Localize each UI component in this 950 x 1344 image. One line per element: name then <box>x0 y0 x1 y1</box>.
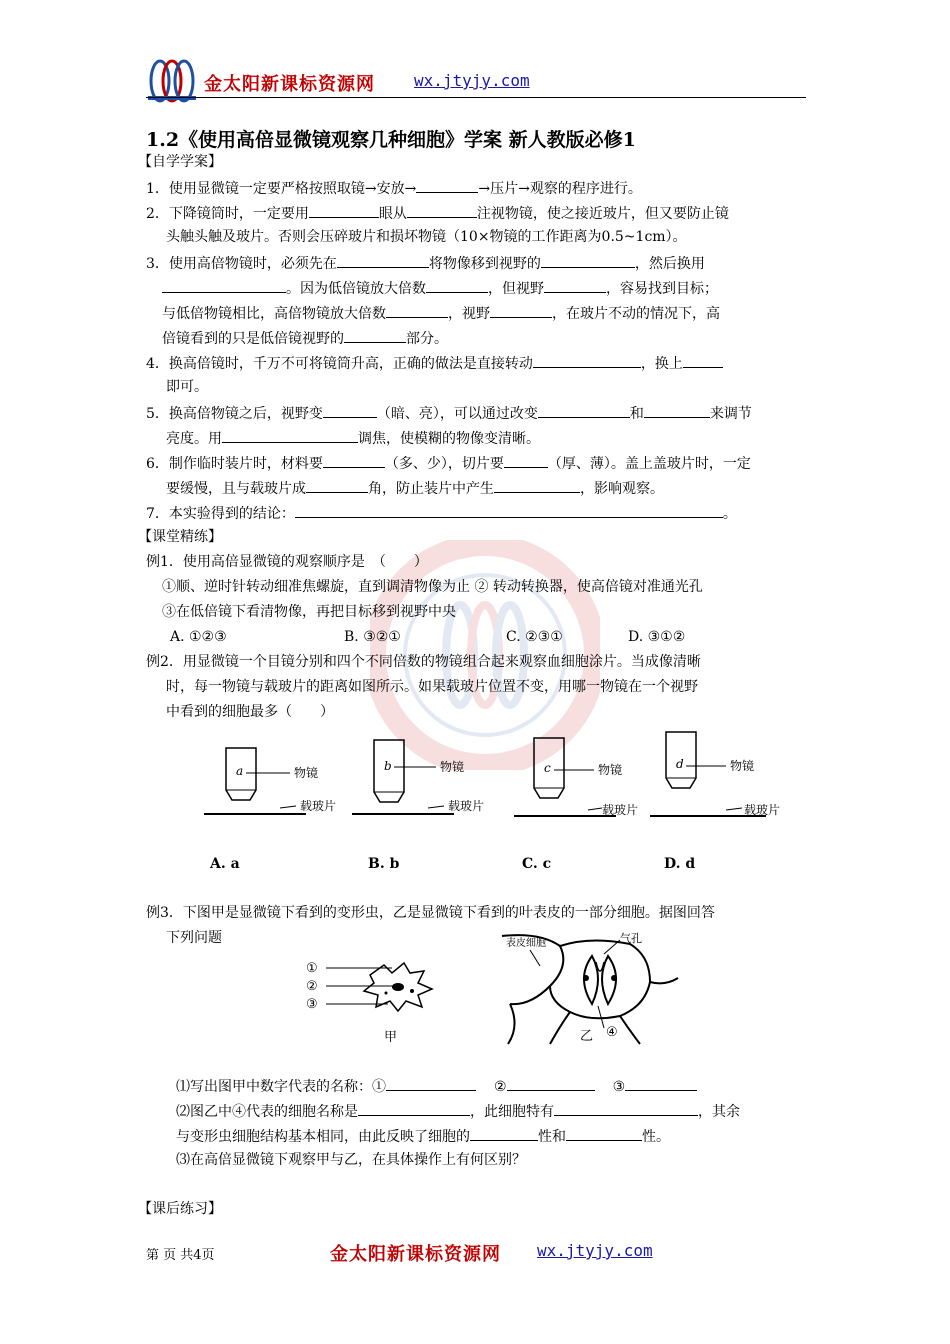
blank[interactable] <box>504 453 548 468</box>
example-1-stem: 例1．使用高倍显微镜的观察顺序是 （ ） <box>146 554 428 570</box>
svg-text:d: d <box>676 757 684 771</box>
question-1: 1．使用显微镜一定要严格按照取镜→安放→ →压片→观察的程序进行。 <box>146 178 642 198</box>
svg-text:物镜: 物镜 <box>294 766 319 780</box>
section-class-practice: 【课堂精练】 <box>138 529 222 545</box>
question-5: 5．换高倍物镜之后，视野变 （暗、亮），可以通过改变 和 来调节 <box>146 403 752 423</box>
footer-url-link[interactable]: wx.jtyjy.com <box>537 1241 653 1260</box>
blank[interactable] <box>309 203 379 218</box>
svg-text:②: ② <box>306 979 318 994</box>
svg-text:C. c: C. c <box>522 856 552 872</box>
svg-text:物镜: 物镜 <box>598 763 623 777</box>
example-1-choice-b: B. ③②① <box>344 629 401 645</box>
question-5-cont: 亮度。用 调焦，使模糊的物像变清晰。 <box>166 428 540 448</box>
header-divider <box>146 97 806 98</box>
blank[interactable] <box>538 403 630 418</box>
svg-text:c: c <box>544 761 551 775</box>
svg-text:载玻片: 载玻片 <box>300 799 337 813</box>
blank[interactable] <box>494 478 580 493</box>
blank[interactable] <box>222 428 358 443</box>
svg-text:b: b <box>384 759 392 773</box>
page-title: 1.2《使用高倍显微镜观察几种细胞》学案 新人教版必修1 <box>146 129 636 151</box>
amoeba-figure <box>300 955 450 1050</box>
blank[interactable] <box>507 1076 595 1091</box>
example-3-sub-2: ⑵图乙中④代表的细胞名称是 ，此细胞特有 ，其余 <box>176 1101 740 1121</box>
svg-text:载玻片: 载玻片 <box>744 803 781 817</box>
svg-text:物镜: 物镜 <box>440 760 465 774</box>
blank[interactable] <box>337 253 429 268</box>
svg-text:甲: 甲 <box>384 1030 398 1045</box>
question-3-cont2: 与低倍物镜相比，高倍物镜放大倍数 ，视野 ，在玻片不动的情况下，高 <box>162 303 720 323</box>
blank[interactable] <box>416 178 478 193</box>
question-6-cont: 要缓慢，且与载玻片成 角，防止装片中产生 ，影响观察。 <box>166 478 664 498</box>
svg-text:③: ③ <box>306 997 318 1012</box>
blank[interactable] <box>344 328 406 343</box>
footer-site-name: 金太阳新课标资源网 <box>330 1244 501 1265</box>
example-2-line-1: 例2．用显微镜一个目镜分别和四个不同倍数的物镜组合起来观察血细胞涂片。当成像清晰 <box>146 654 701 670</box>
header-site-name: 金太阳新课标资源网 <box>204 74 375 95</box>
question-6: 6．制作临时装片时，材料要 （多、少），切片要 （厚、薄）。盖上盖玻片时，一定 <box>146 453 751 473</box>
example-3-sub-1: ⑴写出图甲中数字代表的名称：① ② ③ <box>176 1076 697 1096</box>
svg-text:④: ④ <box>606 1025 618 1040</box>
question-4-cont: 即可。 <box>166 379 208 395</box>
blank[interactable] <box>644 403 710 418</box>
blank[interactable] <box>533 353 641 368</box>
example-2-line-2: 时，每一物镜与载玻片的距离如图所示。如果载玻片位置不变，用哪一物镜在一个视野 <box>166 679 698 695</box>
blank[interactable] <box>323 403 377 418</box>
objective-lens-figure <box>196 730 786 880</box>
header-url-link[interactable]: wx.jtyjy.com <box>414 71 530 90</box>
blank[interactable] <box>490 303 552 318</box>
svg-text:乙: 乙 <box>580 1029 594 1044</box>
blank[interactable] <box>386 303 448 318</box>
footer-page-number: 第 页 共4页 <box>146 1248 215 1263</box>
blank[interactable] <box>358 1101 470 1116</box>
question-2-cont: 头触头触及玻片。否则会压碎玻片和损坏物镜（10×物镜的工作距离为0.5~1cm）。 <box>166 229 687 245</box>
section-after-class: 【课后练习】 <box>138 1201 222 1217</box>
example-1-choice-a: A. ①②③ <box>170 629 227 645</box>
example-1-options-2: ③在低倍镜下看清物像，再把目标移到视野中央 <box>162 604 456 620</box>
svg-text:A. a: A. a <box>210 856 240 872</box>
section-self-study: 【自学学案】 <box>138 154 222 170</box>
example-3-sub-3: ⑶在高倍显微镜下观察甲与乙，在具体操作上有何区别？ <box>176 1152 526 1168</box>
blank[interactable] <box>625 1076 697 1091</box>
objective-b <box>352 740 484 872</box>
blank[interactable] <box>470 1126 538 1141</box>
blank[interactable] <box>306 478 368 493</box>
example-1-choice-c: C. ②③① <box>506 629 563 645</box>
blank[interactable] <box>323 453 385 468</box>
blank[interactable] <box>683 353 723 368</box>
svg-text:D. d: D. d <box>664 856 696 872</box>
blank[interactable] <box>426 278 488 293</box>
example-3-line-2: 下列问题 <box>166 930 222 946</box>
blank[interactable] <box>566 1126 642 1141</box>
question-2: 2．下降镜筒时，一定要用 眼从 注视物镜，使之接近玻片，但又要防止镜 <box>146 203 729 223</box>
svg-text:B. b: B. b <box>368 856 400 872</box>
example-3-sub-2-cont: 与变形虫细胞结构基本相同，由此反映了细胞的 性和 性。 <box>176 1126 670 1146</box>
svg-text:表皮细胞: 表皮细胞 <box>506 938 546 949</box>
svg-text:载玻片: 载玻片 <box>602 803 639 817</box>
example-1-options-1: ①顺、逆时针转动细准焦螺旋，直到调清物像为止 ② 转动转换器，使高倍镜对准通光孔 <box>162 579 703 595</box>
question-7: 7．本实验得到的结论： 。 <box>146 503 737 523</box>
example-3-line-1: 例3．下图甲是显微镜下看到的变形虫，乙是显微镜下看到的叶表皮的一部分细胞。据图回答 <box>146 905 715 921</box>
blank[interactable] <box>162 278 286 293</box>
blank[interactable] <box>544 278 606 293</box>
question-3: 3．使用高倍物镜时，必须先在 将物像移到视野的 ，然后换用 <box>146 253 705 273</box>
svg-text:物镜: 物镜 <box>730 759 755 773</box>
objective-a <box>204 748 336 872</box>
objective-d <box>650 732 780 872</box>
blank[interactable] <box>386 1076 476 1091</box>
svg-text:气孔: 气孔 <box>620 932 642 945</box>
blank[interactable] <box>407 203 477 218</box>
question-3-cont3: 倍镜看到的只是低倍镜视野的 部分。 <box>162 328 448 348</box>
objective-c <box>514 738 638 872</box>
question-3-cont1: 。因为低倍镜放大倍数 ，但视野 ，容易找到目标； <box>162 278 718 298</box>
question-4: 4．换高倍镜时，千万不可将镜筒升高，正确的做法是直接转动 ，换上 <box>146 353 723 373</box>
svg-text:载玻片: 载玻片 <box>448 799 485 813</box>
svg-text:a: a <box>236 764 244 778</box>
example-1-choice-d: D. ③①② <box>628 629 686 645</box>
blank[interactable] <box>554 1101 698 1116</box>
leaf-epidermis-figure <box>500 926 680 1046</box>
blank[interactable] <box>541 253 635 268</box>
blank[interactable] <box>295 503 723 518</box>
svg-text:①: ① <box>306 961 318 976</box>
example-2-line-3: 中看到的细胞最多（ ） <box>166 704 334 720</box>
